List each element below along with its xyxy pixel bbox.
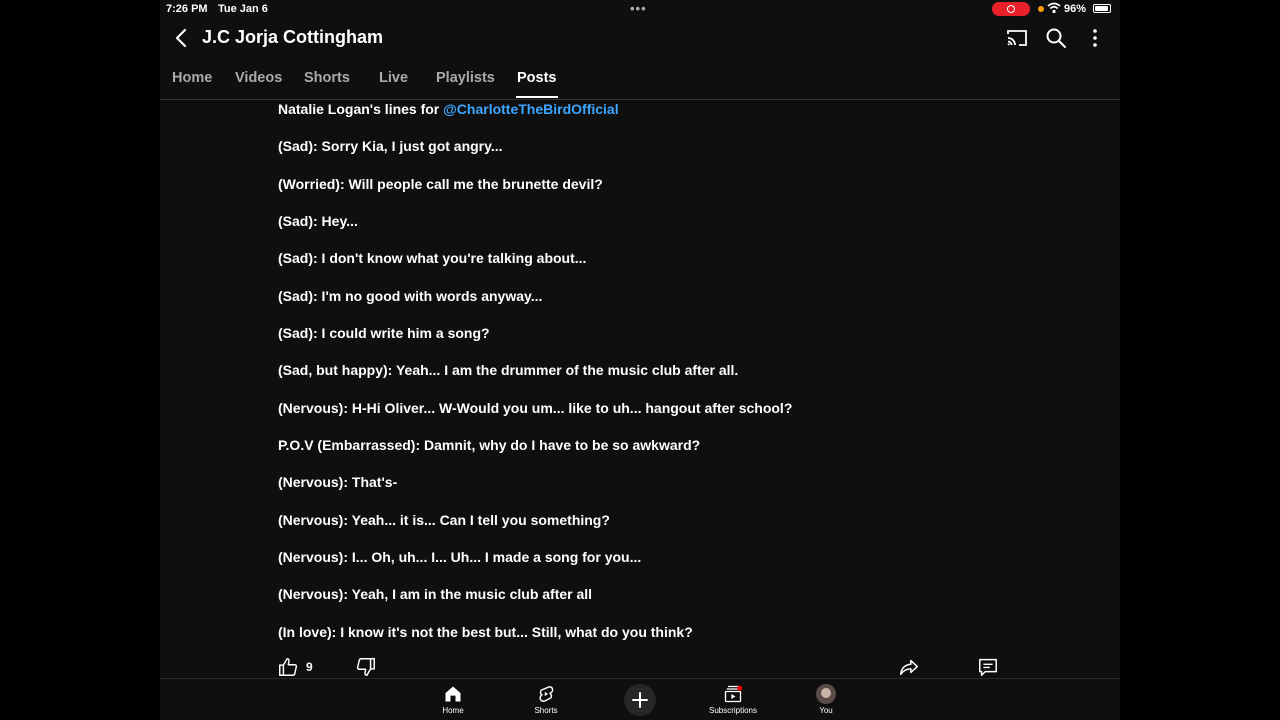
- screen-record-icon[interactable]: [992, 2, 1030, 16]
- comment-button-icon[interactable]: [977, 656, 999, 678]
- nav-subscriptions[interactable]: [703, 684, 763, 715]
- post-intro-text: Natalie Logan's lines for: [278, 101, 444, 117]
- active-tab-indicator: [516, 96, 558, 98]
- status-date: Tue Jan 6: [218, 3, 268, 15]
- home-icon: [443, 684, 463, 704]
- post-line: (Nervous): H-Hi Oliver... W-Would you um... like to uh... hangout after school?: [278, 400, 793, 416]
- status-time: 7:26 PM: [166, 3, 208, 15]
- post-line: (Sad): Sorry Kia, I just got angry...: [278, 138, 503, 154]
- post-line: (Nervous): Yeah, I am in the music club after all: [278, 586, 593, 602]
- tab-playlists[interactable]: Playlists: [436, 70, 495, 86]
- channel-title: J.C Jorja Cottingham: [202, 27, 384, 47]
- tab-shorts[interactable]: Shorts: [304, 70, 350, 86]
- bottom-navigation: [160, 678, 1120, 720]
- like-count: 9: [306, 660, 313, 674]
- tab-home[interactable]: Home: [172, 70, 213, 86]
- mention-link[interactable]: @CharlotteTheBirdOfficial: [443, 101, 619, 117]
- post-line: (Nervous): I... Oh, uh... I... Uh... I made a song for you...: [278, 549, 642, 565]
- create-button[interactable]: [624, 684, 656, 716]
- post-line: (Sad): I could write him a song?: [278, 325, 490, 341]
- multitask-dots-icon[interactable]: •••: [630, 1, 647, 16]
- post-line: (Worried): Will people call me the brunette devil?: [278, 176, 603, 192]
- nav-you[interactable]: [796, 684, 856, 715]
- app-screen: [160, 0, 1120, 720]
- post-line: (Sad): I don't know what you're talking about...: [278, 250, 587, 266]
- plus-icon: [624, 684, 656, 716]
- subscriptions-icon: [723, 684, 743, 704]
- status-bar: [160, 0, 1120, 18]
- tab-posts[interactable]: Posts: [517, 70, 557, 86]
- share-button-icon[interactable]: [898, 656, 920, 678]
- nav-shorts-label: Shorts: [534, 706, 558, 715]
- post-line: (Sad): I'm no good with words anyway...: [278, 288, 543, 304]
- back-arrow-icon[interactable]: [172, 27, 192, 49]
- post-line: (Sad, but happy): Yeah... I am the drummer of the music club after all.: [278, 362, 739, 378]
- like-button-icon[interactable]: [277, 656, 299, 678]
- post-line: (Sad): Hey...: [278, 213, 358, 229]
- battery-icon: [1093, 4, 1111, 13]
- tab-live[interactable]: Live: [379, 70, 409, 86]
- battery-percent: 96%: [1064, 3, 1087, 15]
- dislike-button-icon[interactable]: [355, 656, 377, 678]
- tab-videos[interactable]: Videos: [235, 70, 283, 86]
- nav-home[interactable]: [423, 684, 483, 715]
- nav-shorts[interactable]: [516, 684, 576, 715]
- nav-home-label: Home: [442, 706, 464, 715]
- post-intro-line: [278, 101, 619, 117]
- shorts-icon: [536, 684, 556, 704]
- wifi-icon: [1047, 2, 1061, 14]
- post-line: (In love): I know it's not the best but... Still, what do you think?: [278, 624, 693, 640]
- nav-subscriptions-label: Subscriptions: [708, 706, 758, 715]
- avatar: [816, 684, 836, 704]
- cast-icon[interactable]: [1005, 26, 1029, 50]
- post-line: (Nervous): That's-: [278, 474, 398, 490]
- search-icon[interactable]: [1044, 26, 1068, 50]
- channel-tabs: [160, 68, 1120, 100]
- post-line: (Nervous): Yeah... it is... Can I tell you something?: [278, 512, 610, 528]
- more-vert-icon[interactable]: [1083, 26, 1107, 50]
- post-line: P.O.V (Embarrassed): Damnit, why do I have to be so awkward?: [278, 437, 701, 453]
- nav-you-label: You: [819, 706, 833, 715]
- mic-indicator-icon: [1038, 6, 1044, 12]
